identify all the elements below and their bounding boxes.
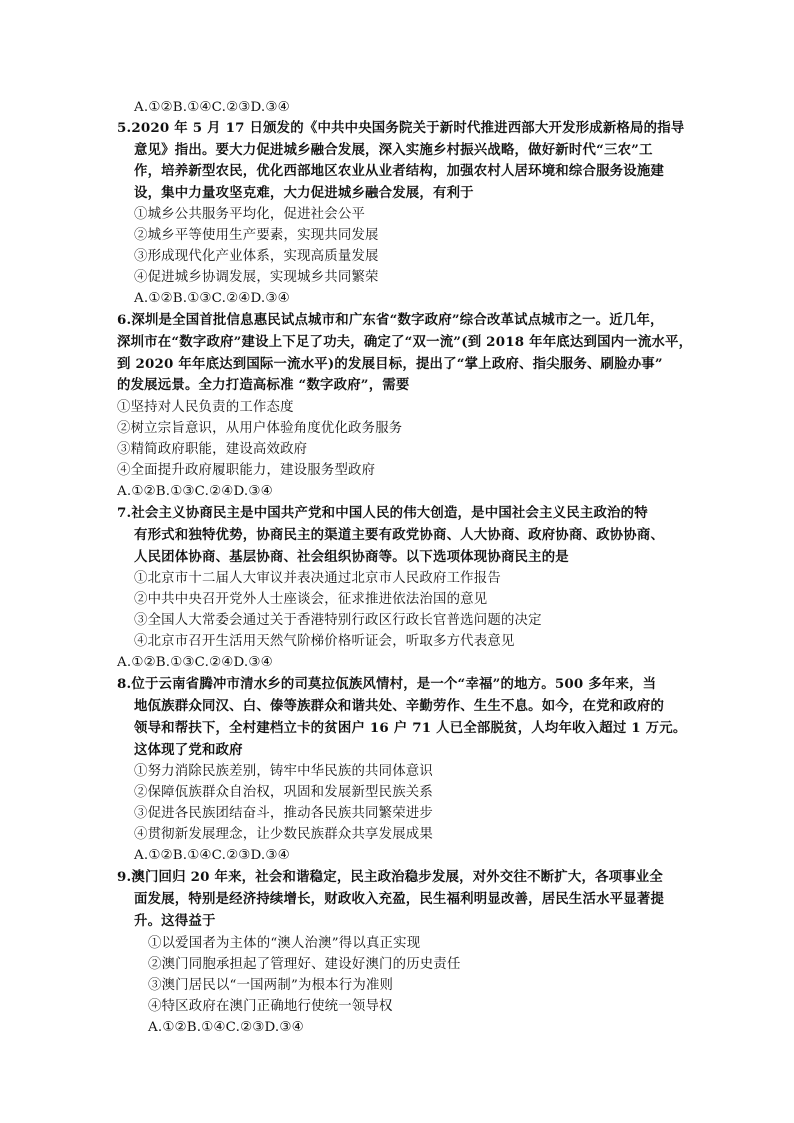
q6-option: ④全面提升政府履职能力，建设服务型政府 — [117, 463, 376, 478]
q8-option: ②保障佤族群众自治权，巩固和发展新型民族关系 — [134, 785, 433, 800]
q6-stem-line: 的发展远景。全力打造高标准 “数字政府”，需要 — [117, 377, 410, 393]
q4-answers: A.①②B.①④C.②③D.③④ — [134, 100, 290, 115]
q5-option: ③形成现代化产业体系，实现高质量发展 — [134, 249, 379, 264]
q7-answers: A.①②B.①③C.②④D.③④ — [117, 655, 273, 670]
q8-stem-line: 8.位于云南省腾冲市清水乡的司莫拉佤族风情村，是一个“幸福”的地方。500 多年来，当 — [117, 676, 657, 692]
q6-option: ②树立宗旨意识，从用户体验角度优化政务服务 — [117, 421, 403, 436]
q7-stem-line: 人民团体协商、基层协商、社会组织协商等。以下选项体现协商民主的是 — [134, 549, 569, 565]
q8-option: ①努力消除民族差别，铸牢中华民族的共同体意识 — [134, 764, 433, 779]
q5-stem-line: 作，培养新型农民，优化西部地区农业从业者结构，加强农村人居环境和综合服务设施建 — [134, 163, 665, 179]
q5-stem-line: 设，集中力量攻坚克难，大力促进城乡融合发展，有利于 — [134, 185, 474, 201]
q5-stem-line: 意见》指出。要大力促进城乡融合发展，深入实施乡村振兴战略，做好新时代“三农”工 — [134, 142, 653, 158]
q6-stem-line: 6.深圳是全国首批信息惠民试点城市和广东省“数字政府”综合改革试点城市之一。近几年， — [117, 312, 664, 328]
q7-option: ④北京市召开生活用天然气阶梯价格听证会，听取多方代表意见 — [134, 634, 515, 649]
q6-option: ③精简政府职能，建设高效政府 — [117, 442, 308, 457]
q8-stem-line: 这体现了党和政府 — [134, 742, 243, 758]
q7-stem-line: 有形式和独特优势，协商民主的渠道主要有政党协商、人大协商、政府协商、政协协商、 — [134, 527, 665, 543]
q9-stem-line: 9.澳门回归 20 年来，社会和谐稳定，民主政治稳步发展，对外交往不断扩大，各项事业全 — [117, 869, 663, 885]
q6-stem-line: 深圳市在“数字政府”建设上下足了功夫，确定了“双一流”(到 2018 年年底达到国内一流水平， — [117, 334, 693, 350]
q8-option: ④贯彻新发展理念，让少数民族群众共享发展成果 — [134, 827, 433, 842]
q7-option: ③全国人大常委会通过关于香港特别行政区行政长官普选问题的决定 — [134, 613, 542, 628]
q9-option: ②澳门同胞承担起了管理好、建设好澳门的历史责任 — [148, 957, 461, 972]
q9-option: ③澳门居民以“一国两制”为根本行为准则 — [148, 978, 394, 993]
q8-option: ③促进各民族团结奋斗，推动各民族共同繁荣进步 — [134, 806, 433, 821]
q6-stem-line: 到 2020 年年底达到国际一流水平)的发展目标，提出了“掌上政府、指尖服务、刷脸办事” — [117, 356, 663, 372]
q5-option: ④促进城乡协调发展，实现城乡共同繁荣 — [134, 270, 379, 285]
q6-option: ①坚持对人民负责的工作态度 — [117, 400, 294, 415]
q7-option: ②中共中央召开党外人士座谈会，征求推进依法治国的意见 — [134, 592, 488, 607]
q9-stem-line: 面发展，特别是经济持续增长，财政收入充盈，民生福利明显改善，居民生活水平显著提 — [134, 891, 665, 907]
q7-option: ①北京市十二届人大审议并表决通过北京市人民政府工作报告 — [134, 571, 501, 586]
q8-stem-line: 地佤族群众同汉、白、傣等族群众和谐共处、辛勤劳作、生生不息。如今，在党和政府的 — [134, 698, 665, 714]
q9-stem-line: 升。这得益于 — [134, 913, 216, 929]
q9-option: ①以爱国者为主体的“澳人治澳”得以真正实现 — [148, 936, 421, 951]
q9-answers: A.①②B.①④C.②③D.③④ — [148, 1020, 304, 1035]
q7-stem-line: 7.社会主义协商民主是中国共产党和中国人民的伟大创造，是中国社会主义民主政治的特 — [117, 505, 648, 521]
q8-stem-line: 领导和帮扶下，全村建档立卡的贫困户 16 户 71 人已全部脱贫，人均年收入超过 1 万元。 — [134, 720, 687, 736]
q5-option: ②城乡平等使用生产要素，实现共同发展 — [134, 228, 379, 243]
q5-option: ①城乡公共服务平均化，促进社会公平 — [134, 207, 366, 222]
q5-answers: A.①②B.①③C.②④D.③④ — [134, 291, 290, 306]
q9-option: ④特区政府在澳门正确地行使统一领导权 — [148, 999, 393, 1014]
q8-answers: A.①②B.①④C.②③D.③④ — [134, 848, 290, 863]
q5-stem-line: 5.2020 年 5 月 17 日颁发的《中共中央国务院关于新时代推进西部大开发形成新格局的指导 — [117, 120, 685, 136]
q6-answers: A.①②B.①③C.②④D.③④ — [117, 484, 273, 499]
